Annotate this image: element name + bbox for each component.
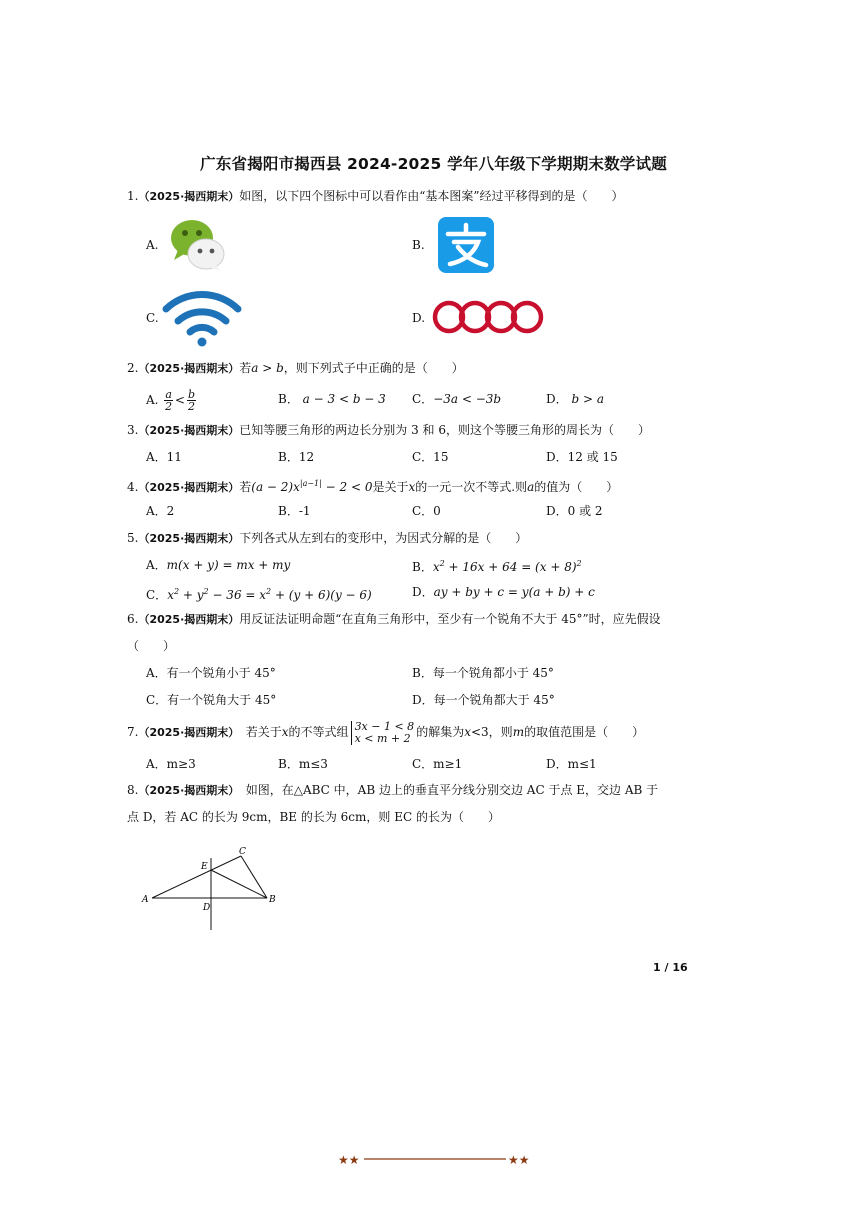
option-d[interactable]: D．每一个锐角都大于 45° [412, 693, 555, 707]
question-tag: （2025·揭西期末） [138, 424, 240, 437]
vertex-label-b: B [269, 895, 276, 905]
question-7: 7.（2025·揭西期末） 若关于x的不等式组 3x − 1 < 8 x < m + 2 的解集为x<3，则m的取值范围是（ ） [127, 719, 645, 745]
vertex-label-e: E [201, 862, 208, 872]
option-a[interactable]: A. [146, 238, 159, 252]
option-b[interactable]: B．-1 [278, 504, 311, 518]
fraction: $\frac{b}{2}$ [187, 388, 195, 413]
page-title: 广东省揭阳市揭西县 2024-2025 学年八年级下学期期末数学试题 [200, 155, 667, 173]
option-d[interactable]: D． b > a [546, 392, 604, 406]
option-c[interactable]: C．$x^2 + y^2 - 36 = x^2 + (y + 6)(y - 6)$ [146, 587, 372, 602]
question-8-continuation: 点 D，若 AC 的长为 9cm，BE 的长为 6cm，则 EC 的长为（ ） [127, 810, 500, 824]
question-tag: （2025·揭西期末） [138, 726, 234, 739]
fraction: $\frac{a}{2}$ [165, 388, 173, 413]
triangle-figure [140, 844, 280, 934]
inequality-system: 3x − 1 < 8 x < m + 2 [351, 721, 415, 745]
question-8: 8.（2025·揭西期末） 如图，在△ABC 中，AB 边上的垂直平分线分别交边 AC 于点 E，交边 AB 于 [127, 783, 659, 797]
option-a[interactable]: A. $\frac{a}{2}$ < $\frac{b}{2}$ [146, 388, 195, 413]
vertex-label-d: D [203, 903, 211, 913]
question-text: 如图，以下四个图标中可以看作由“基本图案”经过平移得到的是（ ） [239, 189, 624, 203]
question-tag: （2025·揭西期末） [138, 190, 240, 203]
question-tag: （2025·揭西期末） [138, 613, 240, 626]
option-a[interactable]: A．有一个锐角小于 45° [146, 666, 276, 680]
option-a[interactable]: A．m(x + y) = mx + my [146, 558, 291, 572]
option-b[interactable]: B．m≤3 [278, 757, 328, 771]
option-d[interactable]: D．m≤1 [546, 757, 597, 771]
vertex-label-a: A [142, 895, 149, 905]
question-6-continuation: （ ） [127, 639, 176, 653]
question-5: 5.（2025·揭西期末）下列各式从左到右的变形中，为因式分解的是（ ） [127, 531, 528, 545]
option-d[interactable]: D．ay + by + c = y(a + b) + c [412, 585, 595, 599]
question-6: 6.（2025·揭西期末）用反证法证明命题“在直角三角形中，至少有一个锐角不大于 45°”时，应先假设 [127, 612, 661, 626]
option-b[interactable]: B． a − 3 < b − 3 [278, 392, 386, 406]
option-a[interactable]: A．11 [146, 450, 182, 464]
wechat-icon [168, 216, 228, 272]
question-2: 2.（2025·揭西期末）若a > b，则下列式子中正确的是（ ） [127, 361, 464, 375]
option-a[interactable]: A．2 [146, 504, 175, 518]
vertex-label-c: C [239, 847, 246, 857]
math-expression: a > b [251, 361, 284, 375]
math-expression: $(a - 2)x^{|a-1|} - 2 < 0$ [251, 479, 373, 494]
option-b[interactable]: B．12 [278, 450, 315, 464]
option-a[interactable]: A．m≥3 [146, 757, 196, 771]
star-icon: ★★ [338, 1153, 360, 1167]
option-c[interactable]: C．15 [412, 450, 449, 464]
star-icon: ★★ [508, 1153, 530, 1167]
page-number: 1 / 16 [653, 961, 688, 974]
question-tag: （2025·揭西期末） [138, 532, 240, 545]
question-tag: （2025·揭西期末） [138, 362, 240, 375]
option-c[interactable]: C．有一个锐角大于 45° [146, 693, 277, 707]
wifi-icon [162, 287, 242, 347]
audi-rings-icon [432, 299, 548, 335]
option-b[interactable]: B. [412, 238, 425, 252]
question-1: 1.（2025·揭西期末）如图，以下四个图标中可以看作由“基本图案”经过平移得到的是（ ） [127, 189, 624, 203]
option-d[interactable]: D. [412, 311, 426, 325]
option-d[interactable]: D．12 或 15 [546, 450, 618, 464]
alipay-icon [438, 217, 494, 273]
option-c[interactable]: C．−3a < −3b [412, 392, 502, 406]
option-c[interactable]: C．0 [412, 504, 441, 518]
option-d[interactable]: D．0 或 2 [546, 504, 603, 518]
option-b[interactable]: B．$x^2 + 16x + 64 = (x + 8)^2$ [412, 559, 582, 574]
question-tag: （2025·揭西期末） [138, 481, 240, 494]
footer-ornament [338, 1152, 534, 1168]
option-c[interactable]: C. [146, 311, 159, 325]
option-b[interactable]: B．每一个锐角都小于 45° [412, 666, 554, 680]
question-3: 3.（2025·揭西期末）已知等腰三角形的两边长分别为 3 和 6，则这个等腰三角形的周长为（ ） [127, 423, 650, 437]
question-tag: （2025·揭西期末） [138, 784, 234, 797]
option-c[interactable]: C．m≥1 [412, 757, 463, 771]
question-4: 4.（2025·揭西期末）若$(a - 2)x^{|a-1|} - 2 < 0$是关于x的一元一次不等式.则a的值为（ ） [127, 479, 619, 494]
